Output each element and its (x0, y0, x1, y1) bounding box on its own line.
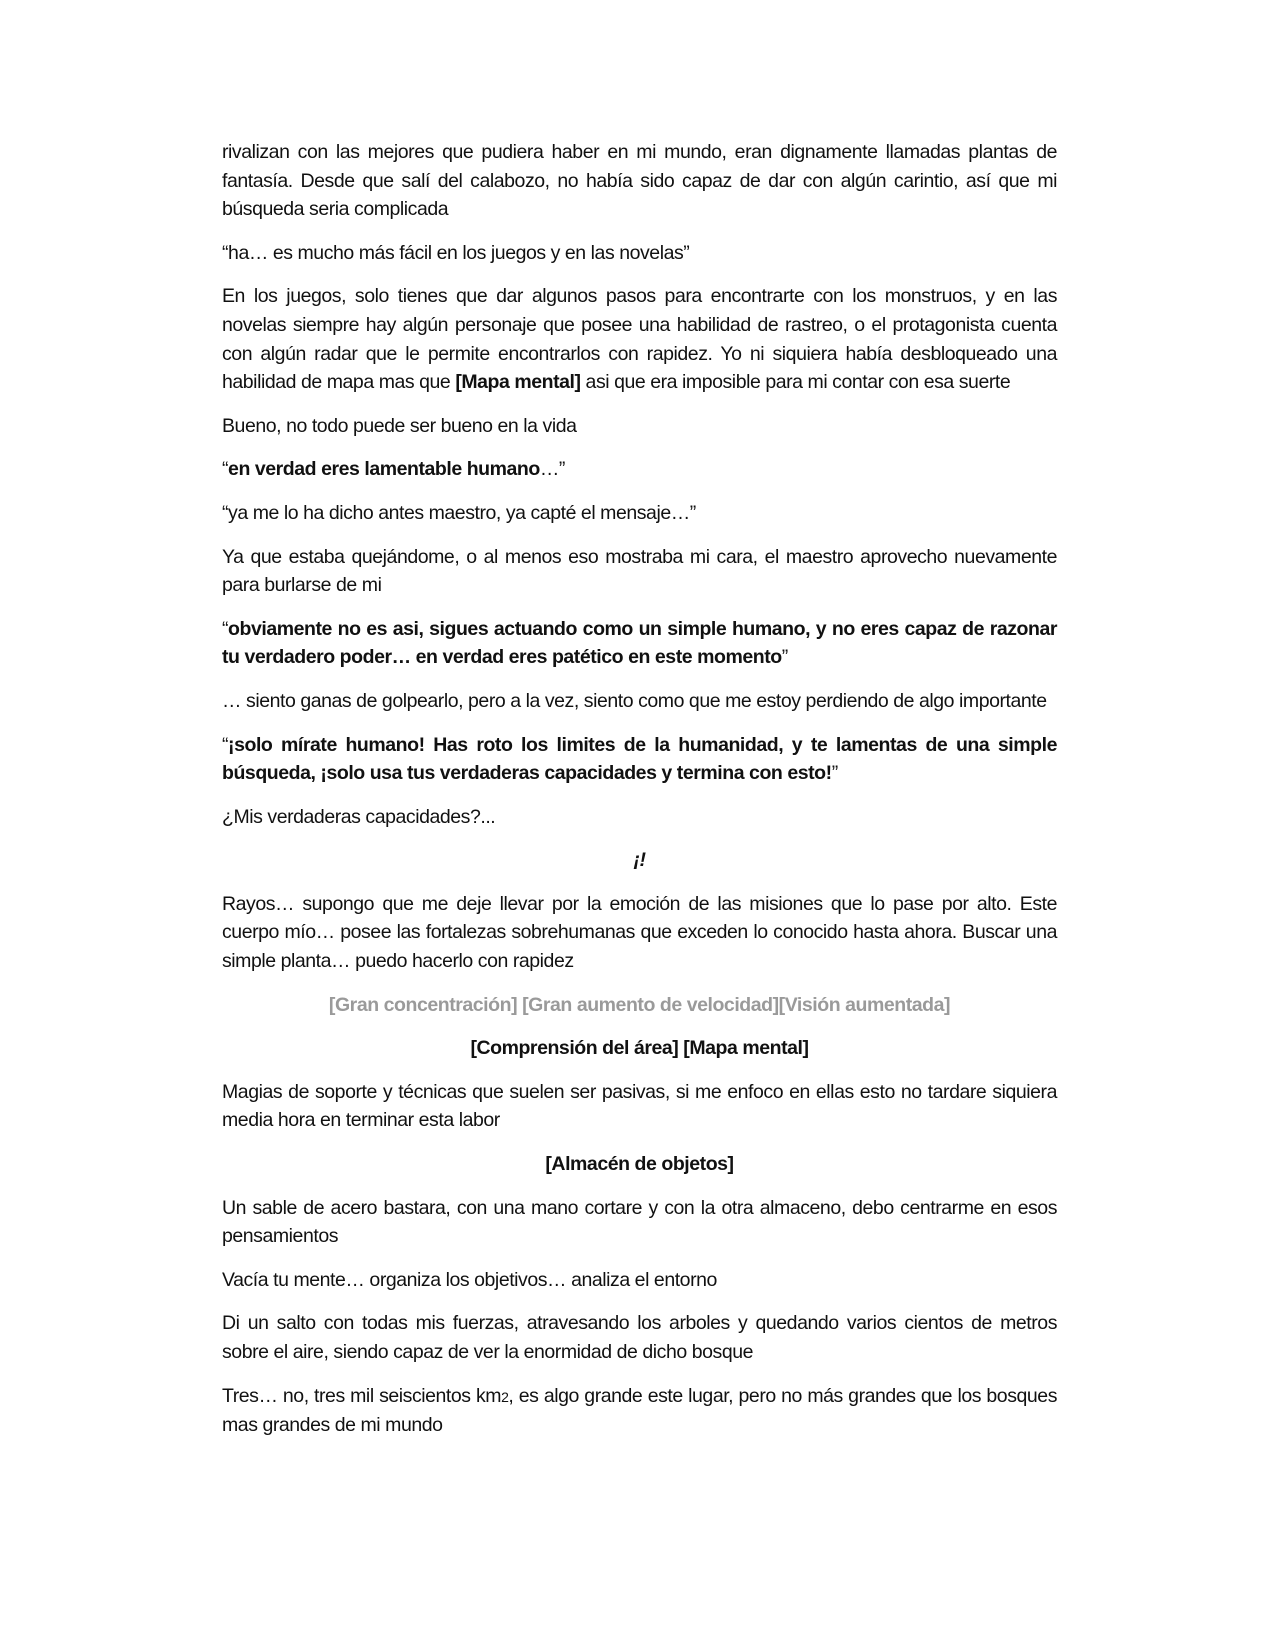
paragraph: Di un salto con todas mis fuerzas, atravesando los arboles y quedando varios cientos de metros sobre el aire, siendo capaz de ver la enormidad de dicho bosque (222, 1312, 1057, 1363)
paragraph: ¿Mis verdaderas capacidades?... (222, 805, 496, 828)
paragraph: rivalizan con las mejores que pudiera haber en mi mundo, eran dignamente llamadas plantas de fantasía. Desde que salí del calabozo, no había sido capaz de dar con algún carintio, así que mi búsqueda seria complicada (222, 141, 1057, 221)
paragraph: En los juegos, solo tienes que dar algunos pasos para encontrarte con los monstruos, y en las novelas siempre hay algún personaje que posee una habilidad de rastreo, o el protagonista cuenta con algún radar que le permite encontrarlos con rapidez. Yo ni siquiera había desbloqueado una habilidad de mapa mas que [Mapa mental] asi que era imposible para mi contar con esa suerte (222, 285, 1057, 394)
paragraph: Vacía tu mente… organiza los objetivos… analiza el entorno (222, 1268, 717, 1291)
paragraph: Magias de soporte y técnicas que suelen ser pasivas, si me enfoco en ellas esto no tardare siquiera media hora en terminar esta labor (222, 1080, 1057, 1132)
dialogue: “ya me lo ha dicho antes maestro, ya capté el mensaje…” (222, 501, 696, 524)
dialogue: “obviamente no es asi, sigues actuando como un simple humano, y no eres capaz de razonar tu verdadero poder… en verdad eres patético en este momento” (222, 617, 1057, 669)
exclamation: ¡! (633, 849, 646, 872)
paragraph: Bueno, no todo puede ser bueno en la vida (222, 414, 577, 437)
paragraph: Tres… no, tres mil seiscientos km2, es algo grande este lugar, pero no más grandes que los bosques mas grandes de mi mundo (222, 1384, 1057, 1437)
dialogue: “ha… es mucho más fácil en los juegos y en las novelas” (222, 241, 690, 264)
paragraph: Un sable de acero bastara, con una mano cortare y con la otra almaceno, debo centrarme en esos pensamientos (222, 1196, 1057, 1248)
paragraph: Rayos… supongo que me deje llevar por la emoción de las misiones que lo pase por alto. Este cuerpo mío… posee las fortalezas sobrehumanas que exceden lo conocido hasta ahora. Buscar una simple planta… puedo hacerlo con rapidez (222, 892, 1057, 973)
document-page (222, 138, 1057, 1455)
skill-name: [Almacén de objetos] (545, 1153, 734, 1176)
paragraph: … siento ganas de golpearlo, pero a la vez, siento como que me estoy perdiendo de algo importante (222, 689, 1047, 712)
skill-list-gray: [Gran concentración] [Gran aumento de velocidad][Visión aumentada] (328, 993, 951, 1016)
dialogue: “¡solo mírate humano! Has roto los limites de la humanidad, y te lamentas de una simple búsqueda, ¡solo usa tus verdaderas capacidades y termina con esto!” (222, 733, 1057, 785)
skill-list: [Comprensión del área] [Mapa mental] (470, 1037, 809, 1060)
paragraph: Ya que estaba quejándome, o al menos eso mostraba mi cara, el maestro aprovecho nuevamente para burlarse de mi (222, 545, 1057, 597)
dialogue: “en verdad eres lamentable humano…” (222, 458, 565, 481)
